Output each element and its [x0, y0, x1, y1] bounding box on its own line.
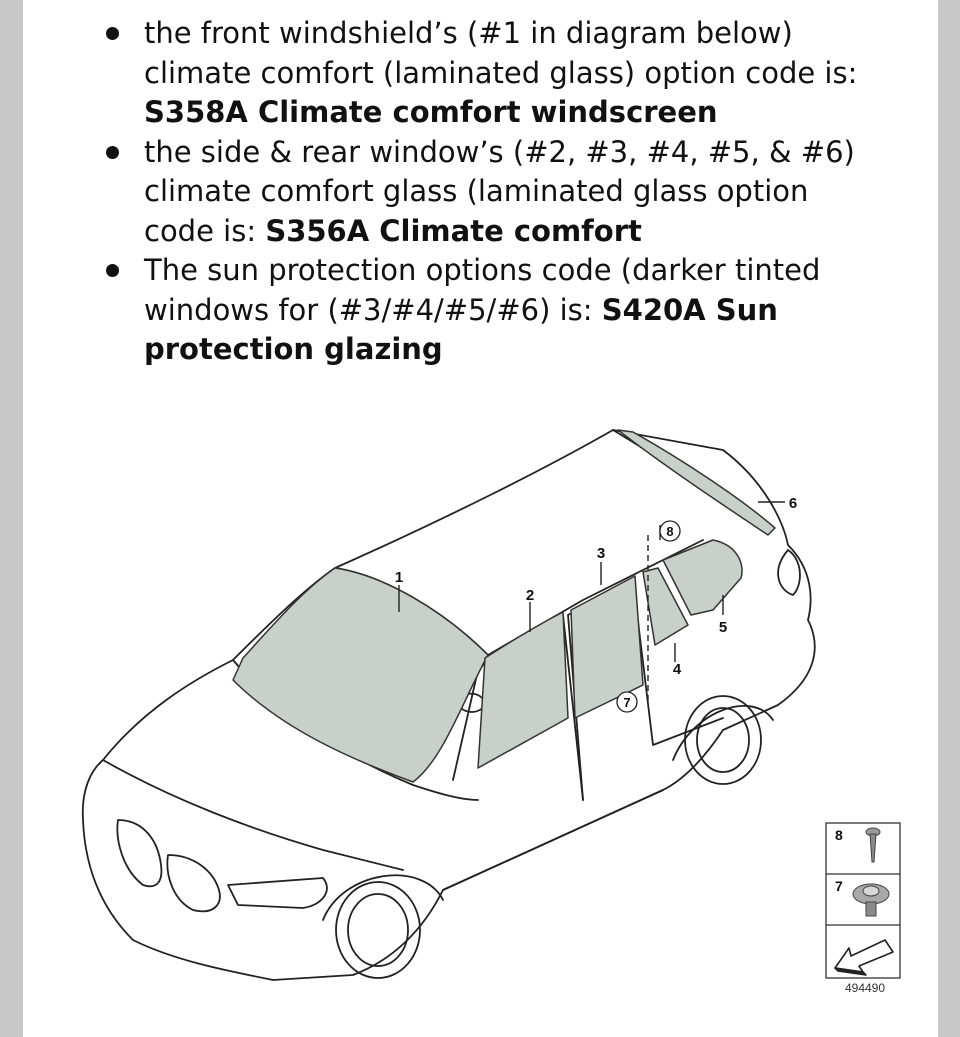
glass-windshield — [233, 568, 488, 782]
side-skirt — [443, 790, 663, 890]
hood-crease — [103, 760, 403, 870]
headlight — [228, 878, 327, 908]
bullet-text: the side & rear window’s (#2, #3, #4, #5, & #6) — [144, 134, 855, 169]
bullet-text: code is: — [144, 213, 266, 248]
bullet-text: the front windshield’s (#1 in diagram below) — [144, 16, 793, 50]
callout-5: 5 — [718, 619, 728, 636]
taillight — [778, 550, 800, 595]
bullet-sun-protection — [23, 251, 938, 370]
option-code: protection glazing — [144, 332, 443, 366]
legend-label-8: 8 — [835, 827, 843, 843]
callout-2: 2 — [525, 587, 535, 604]
option-code-list — [23, 14, 938, 370]
callout-1: 1 — [394, 569, 404, 586]
bullet-text: windows for (#3/#4/#5/#6) is: — [144, 292, 602, 327]
part-number: 494490 — [844, 981, 886, 995]
callout-3: 3 — [596, 545, 606, 562]
option-code: S420A Sun — [601, 292, 778, 327]
bullet-windshield — [23, 14, 938, 133]
callout-8: 8 — [666, 524, 674, 539]
bullet-side-rear-windows — [23, 133, 938, 252]
vehicle-glass-diagram — [23, 400, 938, 1020]
document-page — [23, 0, 938, 1037]
grille-left — [117, 820, 161, 886]
callout-7: 7 — [623, 695, 631, 710]
bullet-dot — [106, 146, 119, 159]
glass-front-door — [478, 612, 568, 768]
grille-right — [167, 855, 219, 911]
bullet-text: climate comfort glass (laminated glass option — [144, 174, 809, 208]
bullet-dot — [106, 264, 119, 277]
legend-label-7: 7 — [835, 878, 843, 894]
fastener-legend — [826, 823, 900, 995]
bullet-text: The sun protection options code (darker tinted — [144, 253, 821, 287]
callout-6: 6 — [788, 495, 798, 512]
bullet-dot — [106, 27, 119, 40]
front-wheel-inner — [348, 894, 408, 966]
callout-4: 4 — [672, 661, 682, 678]
bullet-text: climate comfort (laminated glass) option code is: — [144, 55, 858, 90]
option-code: S358A Climate comfort windscreen — [144, 95, 718, 129]
option-code: S356A Climate comfort — [265, 213, 642, 248]
